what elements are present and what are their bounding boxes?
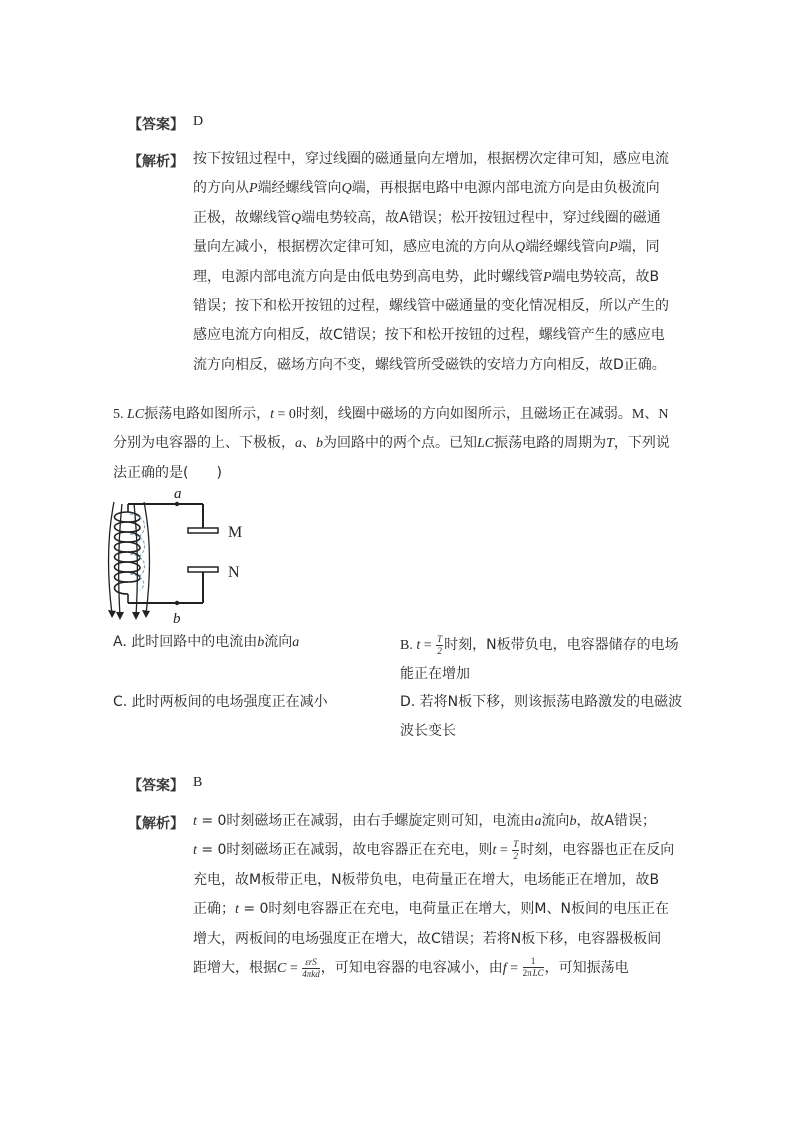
point-a bbox=[175, 502, 179, 506]
analysis1-line: 流方向相反，磁场方向不变，螺线管所受磁铁的安培力方向相反，故D正确。 bbox=[193, 356, 666, 373]
point-b bbox=[175, 601, 179, 605]
label-n: N bbox=[228, 564, 240, 581]
option-d: D. 若将N板下移，则该振荡电路激发的电磁波 波长变长 bbox=[400, 694, 683, 740]
option-c: C. 此时两板间的电场强度正在减小 bbox=[113, 694, 328, 710]
answer-label-2: 【答案】 bbox=[128, 778, 184, 794]
analysis2-line-5: 增大，两板间的电场强度正在增大，故C错误；若将N板下移，电容器极板间 bbox=[193, 930, 662, 947]
lc-circuit-figure bbox=[100, 482, 260, 627]
question-5 bbox=[113, 400, 670, 488]
analysis-label-2: 【解析】 bbox=[128, 816, 184, 832]
arrow-heads bbox=[108, 610, 150, 620]
analysis-label-1: 【解析】 bbox=[128, 154, 184, 170]
analysis-body-2 bbox=[193, 807, 713, 983]
question-line-3: 法正确的是( ) bbox=[113, 464, 222, 481]
question-line-2: 分别为电容器的上、下极板，a、b为回路中的两个点。已知LC振荡电路的周期为T，下列说 bbox=[113, 435, 670, 452]
analysis1-line: 正极，故螺线管Q端电势较高，故A错误；松开按钮过程中，穿过线圈的磁通 bbox=[193, 209, 661, 226]
plate-n bbox=[188, 567, 218, 572]
analysis1-line: 感应电流方向相反，故C错误；按下和松开按钮的过程，螺线管产生的感应电 bbox=[193, 327, 665, 344]
label-m: M bbox=[228, 524, 243, 541]
analysis2-line-4: 正确；t = 0时刻电容器正在充电，电荷量正在增大，则M、N板间的电压正在 bbox=[193, 901, 669, 918]
analysis1-line: 理，电源内部电流方向是由低电势到高电势，此时螺线管P端电势较高，故B bbox=[193, 268, 660, 285]
analysis1-line: 的方向从P端经螺线管向Q端，再根据电路中电源内部电流方向是由负极流向 bbox=[193, 180, 660, 197]
answer-label-1: 【答案】 bbox=[128, 117, 184, 133]
analysis1-line: 错误；按下和松开按钮的过程，螺线管中磁通量的变化情况相反，所以产生的 bbox=[193, 298, 669, 315]
option-b: B. t = $\frac{T}{2}$ 时刻，N板带负电，电容器储存的电场 能正在增加 bbox=[400, 633, 679, 683]
answer-value-2: B bbox=[193, 775, 203, 790]
analysis1-line: 按下按钮过程中，穿过线圈的磁通量向左增加，根据楞次定律可知，感应电流 bbox=[193, 151, 669, 167]
answer-value-1: D bbox=[193, 114, 204, 129]
analysis2-line-3: 充电，故M板带正电，N板带负电，电荷量正在增大，电场能正在增加，故B bbox=[193, 871, 660, 888]
label-a: a bbox=[174, 486, 182, 502]
label-b: b bbox=[173, 611, 181, 627]
analysis2-line-2: t = 0时刻磁场正在减弱，故电容器正在充电，则t = $\frac{T}{2}$ 时刻，电容器也正在反向 bbox=[193, 838, 675, 861]
analysis2-line-1: t = 0时刻磁场正在减弱，由右手螺旋定则可知，电流由a流向b，故A错误； bbox=[193, 813, 657, 829]
analysis-body-1 bbox=[193, 145, 713, 380]
analysis2-line-6: 距增大，根据C = $\frac{\text{εrS}}{\text{4πkd}}$ ，可知电容器的电容减小，由f = $\frac{1}{\text{2πLC}}$ ，可知振荡电 bbox=[193, 956, 629, 979]
plate-m bbox=[188, 528, 218, 533]
analysis1-line: 量向左减小，根据楞次定律可知，感应电流的方向从Q端经螺线管向P端，同 bbox=[193, 239, 660, 256]
option-a: A. 此时回路中的电流由b流向a bbox=[113, 634, 300, 650]
question-line-1: 5. LC振荡电路如图所示，t = 0时刻，线圈中磁场的方向如图所示，且磁场正在减弱。M、N bbox=[113, 406, 669, 422]
